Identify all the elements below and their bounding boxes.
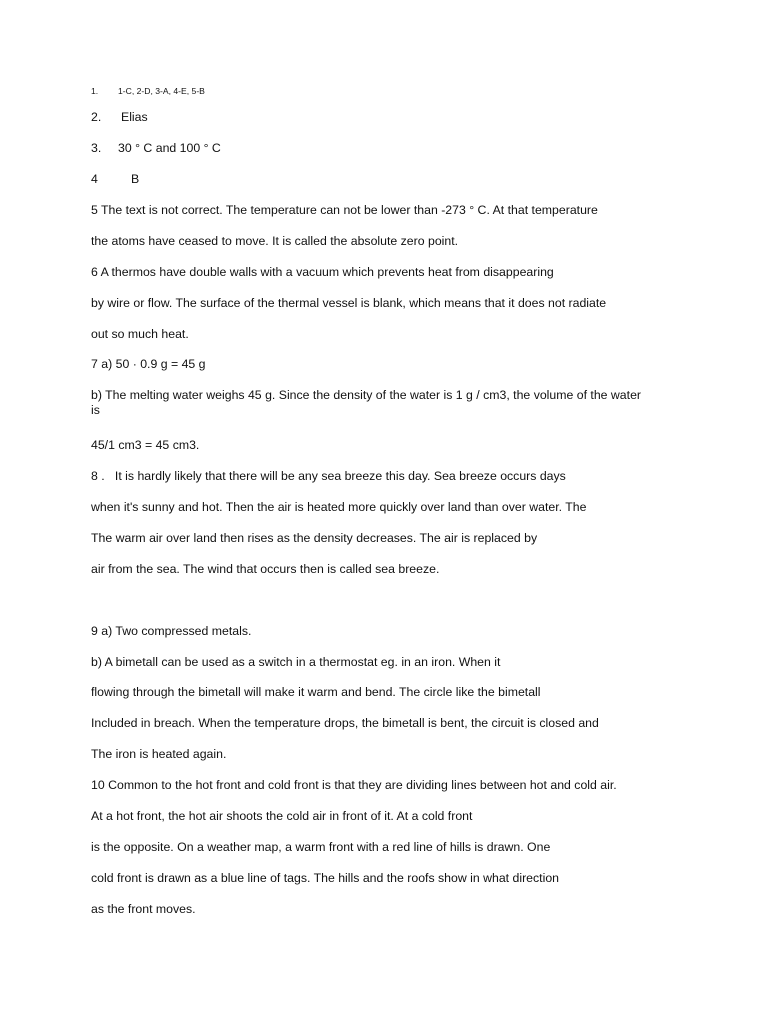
answer-4-number: 4: [91, 172, 98, 186]
answer-6-line-2: by wire or flow. The surface of the thermal vessel is blank, which means that it does not radiate: [91, 296, 607, 310]
answer-1-text: 1-C, 2-D, 3-A, 4-E, 5-B: [118, 86, 205, 96]
answer-8-line-4: air from the sea. The wind that occurs then is called sea breeze.: [91, 562, 440, 576]
answer-8-line-3: The warm air over land then rises as the density decreases. The air is replaced by: [91, 531, 538, 545]
answer-9a: 9 a) Two compressed metals.: [91, 624, 252, 638]
answer-7b: b) The melting water weighs 45 g. Since the density of the water is 1 g / cm3, the volume of the water is: [91, 388, 641, 417]
answer-10-line-3: is the opposite. On a weather map, a warm front with a red line of hills is drawn. One: [91, 840, 551, 854]
answer-4-text: B: [131, 172, 140, 186]
answer-9b-line-2: flowing through the bimetall will make it warm and bend. The circle like the bimetall: [91, 685, 541, 699]
answer-2: [91, 110, 148, 125]
answer-6-line-3: out so much heat.: [91, 327, 189, 341]
answer-7c: 45/1 cm3 = 45 cm3.: [91, 438, 200, 452]
answer-8-line-2: when it's sunny and hot. Then the air is heated more quickly over land than over water. The: [91, 500, 587, 514]
answer-2-number: 2.: [91, 110, 102, 124]
answer-2-text: Elias: [121, 110, 148, 124]
answer-3-text: 30 ° C and 100 ° C: [118, 141, 221, 155]
answer-10-line-1: 10 Common to the hot front and cold front is that they are dividing lines between hot and cold air.: [91, 778, 617, 792]
answer-5-line-1: 5 The text is not correct. The temperature can not be lower than -273 ° C. At that temperature: [91, 203, 598, 217]
answer-6-line-1: 6 A thermos have double walls with a vacuum which prevents heat from disappearing: [91, 265, 554, 279]
answer-8-line-1: 8 . It is hardly likely that there will be any sea breeze this day. Sea breeze occurs days: [91, 469, 566, 483]
answer-10-line-2: At a hot front, the hot air shoots the cold air in front of it. At a cold front: [91, 809, 473, 823]
answer-9b-line-3: Included in breach. When the temperature drops, the bimetall is bent, the circuit is closed and: [91, 716, 599, 730]
answer-5-line-2: the atoms have ceased to move. It is called the absolute zero point.: [91, 234, 459, 248]
answer-9b-line-1: b) A bimetall can be used as a switch in a thermostat eg. in an iron. When it: [91, 655, 501, 669]
answer-10-line-5: as the front moves.: [91, 902, 196, 916]
answer-4: [91, 172, 139, 187]
answer-3-number: 3.: [91, 141, 102, 155]
answer-1: [91, 84, 205, 99]
answer-1-number: 1.: [91, 86, 99, 96]
answer-7a: 7 a) 50 · 0.9 g = 45 g: [91, 357, 206, 371]
answer-10-line-4: cold front is drawn as a blue line of tags. The hills and the roofs show in what direction: [91, 871, 559, 885]
answer-3: [91, 141, 221, 156]
answer-9b-line-4: The iron is heated again.: [91, 747, 227, 761]
